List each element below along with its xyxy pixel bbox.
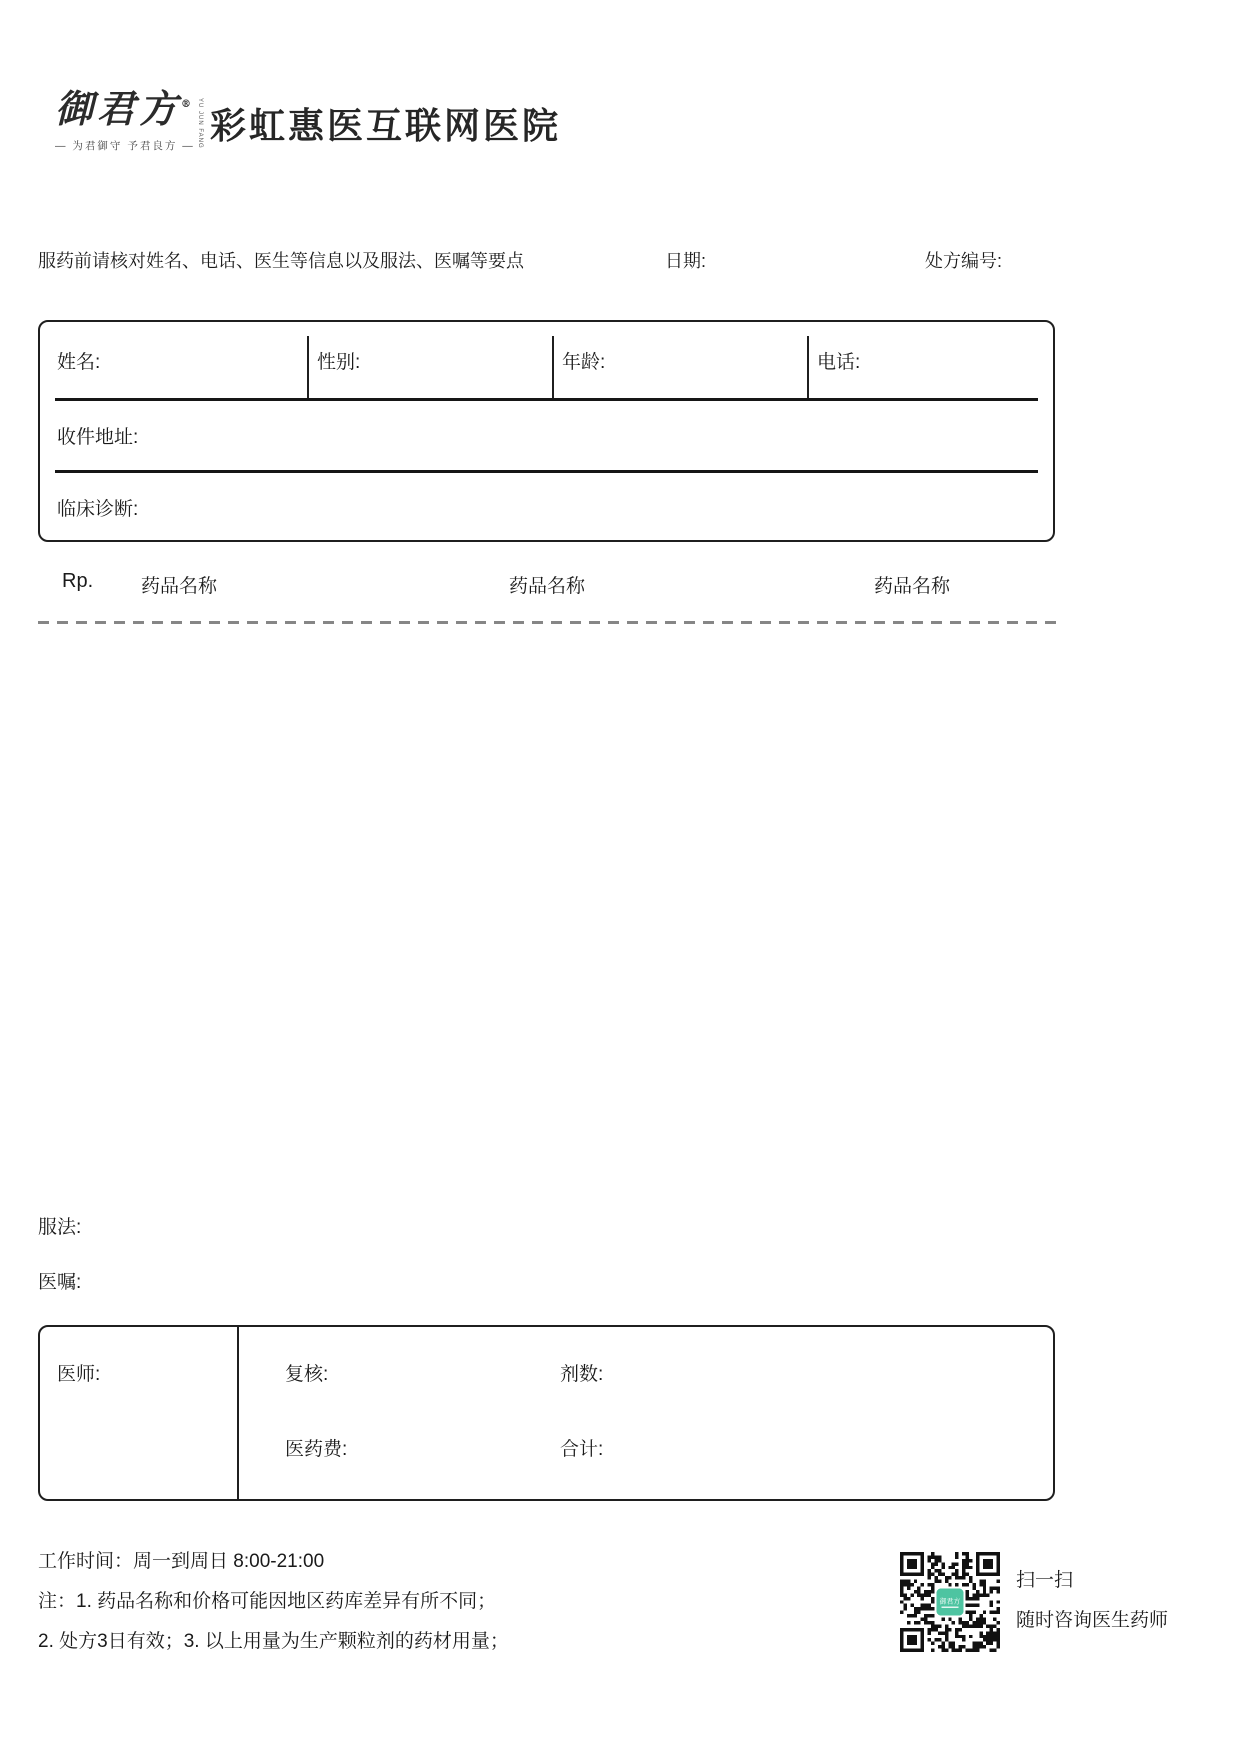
patient-basic-row: [40, 322, 1053, 398]
patient-address-field[interactable]: [40, 401, 1053, 470]
usage-instructions-label: 服法:: [38, 1217, 82, 1238]
brand-logo: [55, 88, 205, 153]
scan-qr-description: 随时咨询医生药师: [1016, 1610, 1169, 1631]
brand-slogan: — 为君御守 予君良方 —: [55, 140, 195, 152]
patient-phone-field[interactable]: [807, 322, 1053, 398]
total-label: 合计:: [560, 1439, 604, 1460]
patient-phone-label: 电话:: [817, 351, 861, 373]
svg-text:御君方: 御君方: [939, 1598, 961, 1606]
patient-gender-label: 性别:: [317, 351, 361, 373]
doctor-signature-label: 医师:: [57, 1364, 101, 1385]
dose-count-label: 剂数:: [560, 1364, 604, 1385]
rx-dashed-divider: [38, 621, 1057, 624]
working-hours-text: 工作时间：周一到周日 8:00-21:00: [38, 1551, 325, 1572]
review-label: 复核:: [285, 1364, 329, 1385]
date-label: 日期:: [665, 251, 707, 271]
patient-gender-field[interactable]: [307, 322, 552, 398]
prescription-number-label: 处方编号:: [925, 251, 1003, 271]
rp-label: Rp.: [62, 570, 94, 592]
meta-row: [0, 247, 1240, 275]
doctor-advice-label: 医嘱:: [38, 1272, 82, 1293]
drug-name-column-header: 药品名称: [509, 576, 586, 597]
footer-note-line1: 注：1. 药品名称和价格可能因地区药库差异有所不同；: [38, 1591, 497, 1612]
drug-name-column-header: 药品名称: [141, 576, 218, 597]
signature-box-divider: [237, 1327, 239, 1499]
scan-qr-label: 扫一扫: [1016, 1570, 1074, 1591]
rx-header-row: [0, 570, 1240, 596]
clinical-diagnosis-label: 临床诊断:: [57, 499, 139, 520]
patient-name-field[interactable]: [40, 322, 307, 398]
patient-info-box: [38, 320, 1055, 542]
qr-code-image: [900, 1552, 1000, 1652]
footer-note-line2: 2. 处方3日有效；3. 以上用量为生产颗粒剂的药材用量；: [38, 1631, 509, 1652]
patient-name-label: 姓名:: [57, 351, 101, 373]
medical-fee-label: 医药费:: [285, 1439, 348, 1460]
patient-age-label: 年龄:: [562, 351, 606, 373]
clinical-diagnosis-field[interactable]: [40, 473, 1053, 542]
signature-box: [38, 1325, 1055, 1501]
patient-address-label: 收件地址:: [57, 427, 139, 448]
brand-logo-name: 御君方®: [55, 86, 192, 131]
hospital-title: 彩虹惠医互联网医院: [210, 105, 562, 146]
verification-notice: 服药前请核对姓名、电话、医生等信息以及服法、医嘱等要点: [38, 251, 524, 271]
qr-code[interactable]: [900, 1552, 1000, 1652]
registered-trademark-icon: ®: [181, 99, 192, 110]
brand-logo-vertical-text: YU JUN FANG: [197, 98, 203, 149]
drug-name-column-header: 药品名称: [874, 576, 951, 597]
patient-age-field[interactable]: [552, 322, 807, 398]
